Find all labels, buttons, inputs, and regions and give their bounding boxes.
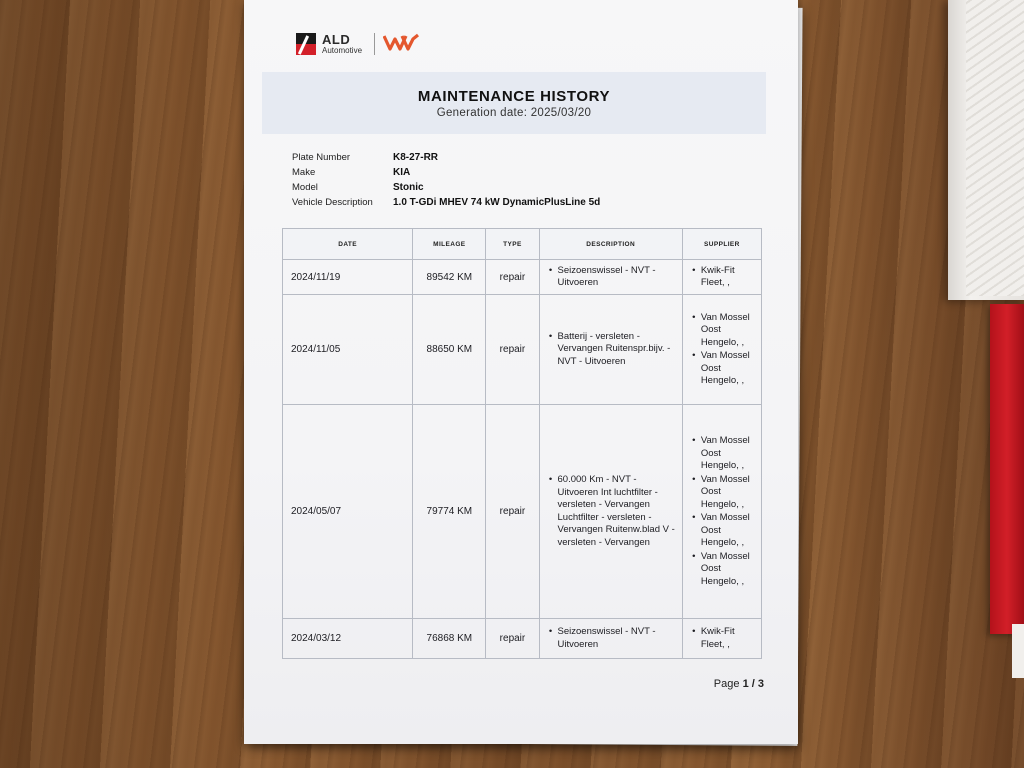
partner-logo-icon (383, 33, 419, 56)
background-book-pages (966, 0, 1024, 296)
plate-label: Plate Number (292, 152, 351, 163)
row-type: repair (486, 619, 539, 659)
table-row (283, 260, 762, 295)
header-description: DESCRIPTION (539, 229, 682, 260)
row-mileage: 89542 KM (413, 260, 486, 295)
description-text: Seizoenswissel - NVT - Uitvoeren (557, 626, 656, 650)
logo-row (296, 32, 419, 56)
vehicle-info (292, 150, 600, 210)
header-mileage: MILEAGE (413, 229, 486, 260)
supplier-text: Van Mossel Oost Hengelo, , (700, 550, 750, 587)
supplier-text: Van Mossel Oost Hengelo, , (700, 311, 750, 348)
vehicle-field (292, 180, 600, 195)
row-mileage: 88650 KM (413, 295, 486, 405)
row-type: repair (486, 295, 539, 405)
table-row (283, 405, 762, 619)
description-text: 60.000 Km - NVT - Uitvoeren Int luchtfilter - versleten - Vervangen Luchtfilter - versleten - Vervangen Ruitenw.blad V - versleten - Vervangen (557, 474, 675, 548)
generation-date: Generation date: 2025/03/20 (436, 107, 592, 119)
row-date: 2024/11/05 (283, 295, 413, 405)
ald-logo-icon (296, 33, 316, 55)
header-type: TYPE (486, 229, 539, 260)
ald-logo-text (322, 33, 362, 55)
supplier-text: Van Mossel Oost Hengelo, , (700, 435, 750, 471)
supplier-text: Van Mossel Oost Hengelo, , (700, 512, 750, 548)
logo-divider (374, 33, 375, 55)
header-date: DATE (283, 229, 413, 260)
table-header-row (283, 229, 762, 260)
maintenance-table (282, 228, 762, 659)
row-supplier: • Van Mossel Oost Hengelo, , • Van Mossel Oost Hengelo, , • Van Mossel Oost Hengelo, , • Van Mossel Oost Hengelo, , (682, 405, 761, 619)
supplier-text: Kwik-Fit Fleet, , (700, 264, 735, 288)
ald-subtitle: Automotive (322, 46, 363, 55)
make-value: KIA (393, 167, 411, 178)
row-supplier: • Kwik-Fit Fleet, , (682, 260, 761, 295)
supplier-text: Van Mossel Oost Hengelo, , (700, 350, 750, 386)
report-title: MAINTENANCE HISTORY (417, 88, 611, 105)
row-description: • Batterij - versleten - Vervangen Ruitenspr.bijv. - NVT - Uitvoeren (539, 295, 682, 405)
table-row (283, 295, 762, 405)
vehicle-field (292, 165, 600, 180)
supplier-text: Van Mossel Oost Hengelo, , (700, 473, 750, 510)
ald-brand: ALD (322, 32, 351, 47)
description-text: Batterij - versleten - Vervangen Ruitenspr.bijv. - NVT - Uitvoeren (557, 330, 671, 367)
description-value: 1.0 T-GDi MHEV 74 kW DynamicPlusLine 5d (393, 197, 601, 208)
row-mileage: 76868 KM (413, 619, 486, 659)
page-indicator (714, 678, 764, 690)
header-supplier: SUPPLIER (682, 229, 761, 260)
page-prefix: Page (713, 678, 740, 690)
partner-w-icon (383, 33, 419, 51)
row-date: 2024/05/07 (283, 405, 413, 619)
table-row (283, 619, 762, 659)
vehicle-field (292, 150, 600, 165)
model-value: Stonic (393, 182, 424, 193)
vehicle-field (292, 195, 600, 210)
title-band (262, 72, 766, 134)
row-supplier: • Kwik-Fit Fleet, , (682, 619, 761, 659)
row-date: 2024/11/19 (283, 260, 413, 295)
row-description: • Seizoenswissel - NVT - Uitvoeren (539, 619, 682, 659)
page-total: 3 (757, 678, 764, 690)
background-red-book-tip (1012, 624, 1024, 678)
model-label: Model (292, 182, 318, 193)
row-date: 2024/03/12 (283, 619, 413, 659)
supplier-text: Kwik-Fit Fleet, , (700, 626, 735, 650)
plate-value: K8-27-RR (393, 152, 439, 163)
row-type: repair (486, 405, 539, 619)
row-type: repair (486, 260, 539, 295)
description-label: Vehicle Description (292, 197, 373, 208)
row-description: • 60.000 Km - NVT - Uitvoeren Int luchtfilter - versleten - Vervangen Luchtfilter - versleten - Vervangen Ruitenw.blad V - versleten - Vervangen (539, 405, 682, 619)
row-description: • Seizoenswissel - NVT - Uitvoeren (539, 260, 682, 295)
page-separator: / (751, 678, 755, 690)
row-supplier: • Van Mossel Oost Hengelo, , • Van Mossel Oost Hengelo, , (682, 295, 761, 405)
make-label: Make (292, 167, 316, 178)
row-mileage: 79774 KM (413, 405, 486, 619)
description-text: Seizoenswissel - NVT - Uitvoeren (557, 264, 656, 288)
page-current: 1 (742, 678, 749, 690)
background-red-book (990, 304, 1024, 634)
maintenance-report-page (244, 0, 798, 744)
